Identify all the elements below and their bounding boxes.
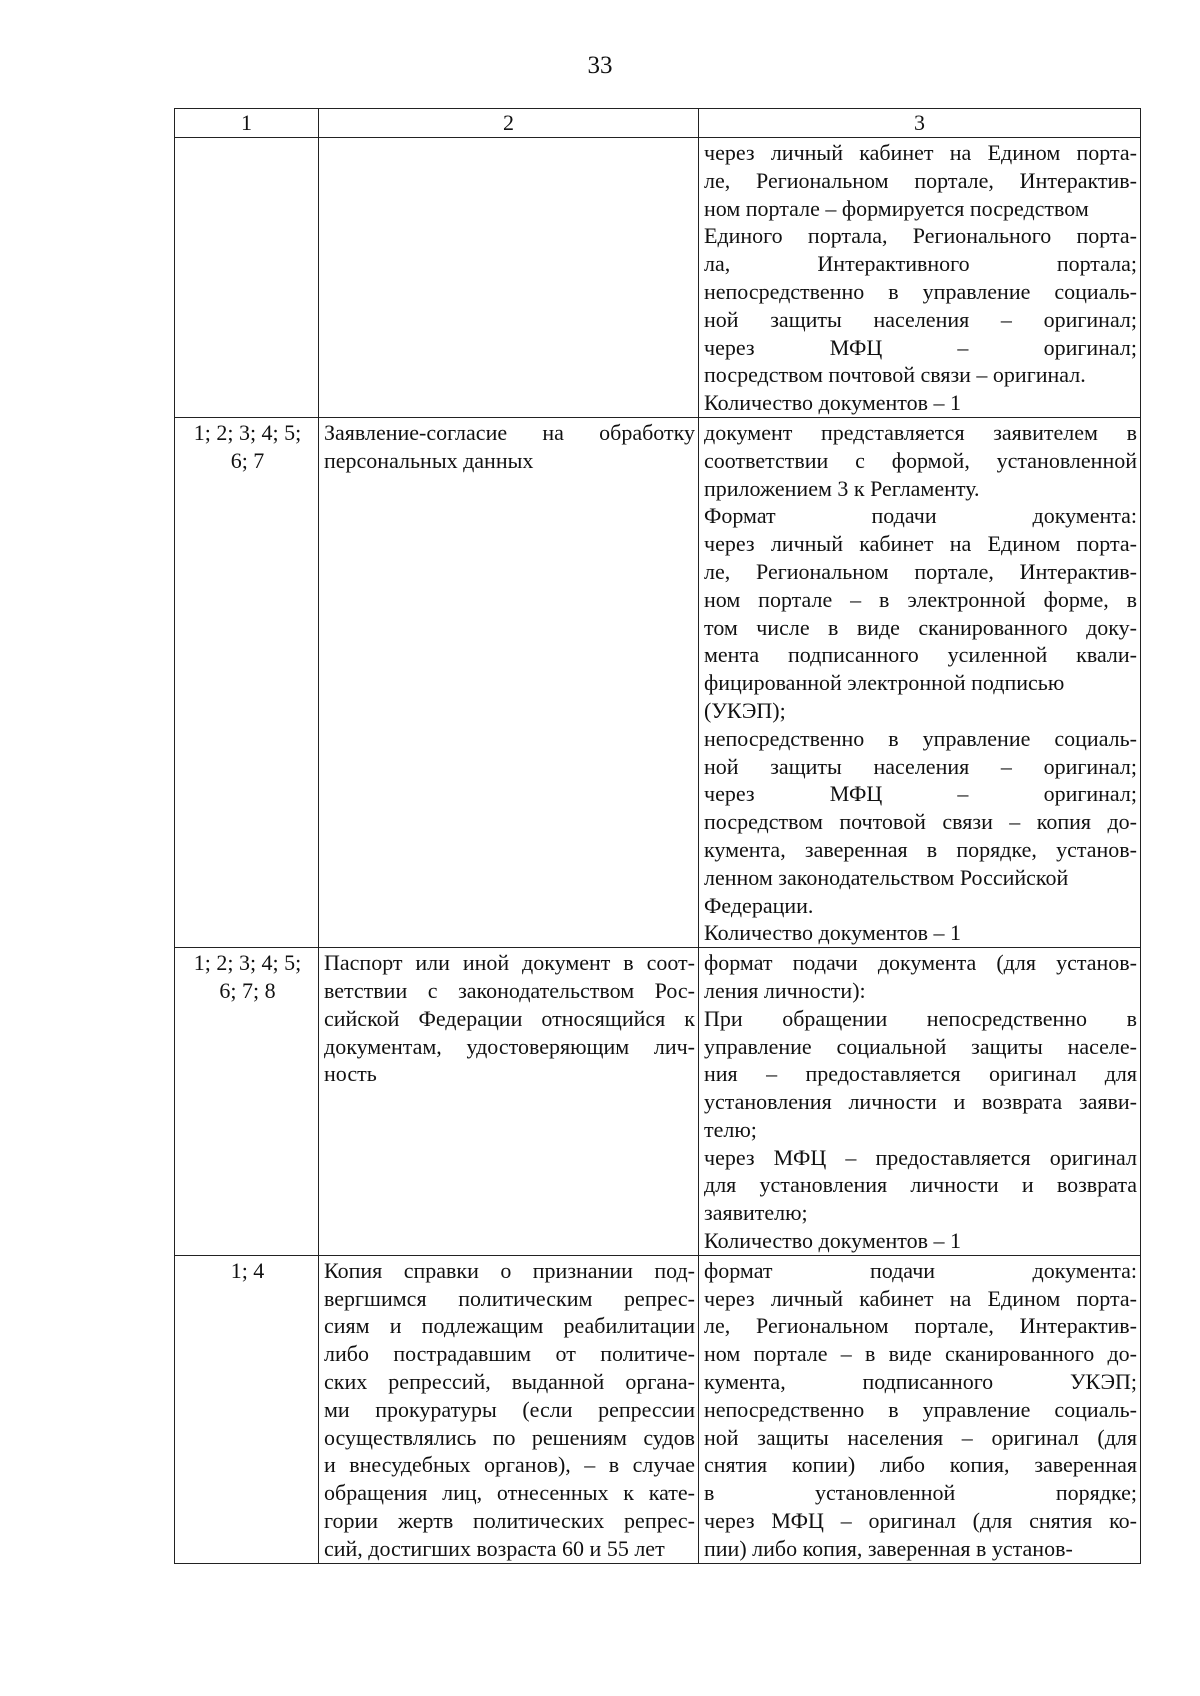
cell-line: документам, удостоверяющим лич- — [324, 1033, 695, 1059]
table-row — [175, 138, 1141, 418]
cell-line: 1; 2; 3; 4; 5; — [193, 419, 302, 445]
cell-line: 6; 7 — [230, 447, 265, 473]
cell-line: Количество документов – 1 — [704, 390, 961, 416]
cell-line: Заявление-согласие на обработку — [324, 419, 695, 445]
cell-line: кумента, заверенная в порядке, установ- — [704, 836, 1137, 862]
cell-line: заявителю; — [704, 1200, 808, 1226]
cell-line: непосредственно в управление социаль- — [704, 725, 1137, 751]
cell-line: ном портале – в виде сканированного до- — [704, 1341, 1137, 1367]
cell-line: непосредственно в управление социаль- — [704, 278, 1137, 304]
cell-line: ла, Интерактивного портала; — [704, 251, 1137, 277]
cell-line: персональных данных — [324, 447, 534, 473]
cell-line: Количество документов – 1 — [704, 1228, 961, 1254]
cell-line: обращения лиц, отнесенных к кате- — [324, 1480, 695, 1506]
document-name-cell — [319, 1255, 699, 1563]
cell-line: посредством почтовой связи – копия до- — [704, 809, 1137, 835]
cell-line: ленном законодательством Российской — [704, 864, 1069, 890]
submission-format-cell — [699, 1255, 1141, 1563]
cell-line: ния – предоставляется оригинал для — [704, 1061, 1137, 1087]
cell-line: документ представляется заявителем в — [704, 419, 1137, 445]
cell-line: и внесудебных органов), – в случае — [324, 1452, 695, 1478]
cell-line: Формат подачи документа: — [704, 503, 1137, 529]
cell-line: том числе в виде сканированного доку- — [704, 614, 1137, 640]
cell-line: ле, Региональном портале, Интерактив- — [704, 1313, 1137, 1339]
page-number: 33 — [587, 52, 613, 79]
table-row — [175, 948, 1141, 1256]
cell-line: через МФЦ – оригинал; — [704, 781, 1137, 807]
requisite-numbers-cell — [175, 948, 319, 1256]
header-col-1: 1 — [175, 109, 319, 138]
cell-line: соответствии с формой, установленной — [704, 447, 1137, 473]
cell-line: (УКЭП); — [704, 697, 786, 723]
cell-line: вергшимся политическим репрес- — [324, 1285, 695, 1311]
table-header-row — [175, 109, 1141, 138]
cell-line: через МФЦ – предоставляется оригинал — [704, 1144, 1137, 1170]
document-name-cell — [319, 138, 699, 418]
cell-line: для установления личности и возврата — [704, 1172, 1137, 1198]
submission-format-cell — [699, 138, 1141, 418]
cell-line: Паспорт или иной документ в соот- — [324, 950, 695, 976]
cell-line: Количество документов – 1 — [704, 920, 961, 946]
header-col-3: 3 — [699, 109, 1141, 138]
cell-line: ветствии с законодательством Рос- — [324, 977, 695, 1003]
cell-line: осуществлялись по решениям судов — [324, 1424, 695, 1450]
submission-format-cell — [699, 417, 1141, 947]
cell-line: сийской Федерации относящийся к — [324, 1005, 695, 1031]
document-name-cell — [319, 948, 699, 1256]
requisite-numbers-cell — [175, 1255, 319, 1563]
cell-line: ном портале – формируется посредством — [704, 195, 1089, 221]
cell-line: ном портале – в электронной форме, в — [704, 586, 1137, 612]
cell-line: ских репрессий, выданной органа- — [324, 1369, 695, 1395]
cell-line: формат подачи документа: — [704, 1257, 1137, 1283]
cell-line: фицированной электронной подписью — [704, 670, 1065, 696]
cell-line: ной защиты населения – оригинал; — [704, 306, 1137, 332]
cell-line: сий, достигших возраста 60 и 55 лет — [324, 1535, 665, 1561]
table-row — [175, 1255, 1141, 1563]
cell-line: мента подписанного усиленной квали- — [704, 642, 1137, 668]
cell-line: ле, Региональном портале, Интерактив- — [704, 167, 1137, 193]
cell-line: ми прокуратуры (если репрессии — [324, 1396, 695, 1422]
cell-line: в установленной порядке; — [704, 1480, 1137, 1506]
cell-line: формат подачи документа (для установ- — [704, 950, 1137, 976]
cell-line: через личный кабинет на Едином порта- — [704, 1285, 1137, 1311]
cell-line: через МФЦ – оригинал; — [704, 334, 1137, 360]
cell-line: посредством почтовой связи – оригинал. — [704, 362, 1086, 388]
submission-format-cell — [699, 948, 1141, 1256]
cell-line: управление социальной защиты населе- — [704, 1033, 1137, 1059]
cell-line: через личный кабинет на Едином порта- — [704, 140, 1137, 165]
cell-line: пии) либо копия, заверенная в установ- — [704, 1535, 1073, 1561]
cell-line: 1; 4 — [230, 1257, 265, 1283]
requisite-numbers-cell — [175, 417, 319, 947]
cell-line: приложением 3 к Регламенту. — [704, 475, 980, 501]
cell-line: 1; 2; 3; 4; 5; — [193, 950, 302, 976]
cell-line: через личный кабинет на Едином порта- — [704, 531, 1137, 557]
requisite-numbers-cell — [175, 138, 319, 418]
cell-line: Единого портала, Регионального порта- — [704, 223, 1137, 249]
cell-line: сиям и подлежащим реабилитации — [324, 1313, 695, 1339]
cell-line: ной защиты населения – оригинал (для — [704, 1424, 1137, 1450]
cell-line: ле, Региональном портале, Интерактив- — [704, 558, 1137, 584]
header-col-2: 2 — [319, 109, 699, 138]
cell-line: ность — [324, 1061, 377, 1087]
cell-line: либо пострадавшим от политиче- — [324, 1341, 695, 1367]
cell-line: установления личности и возврата заяви- — [704, 1089, 1137, 1115]
cell-line: гории жертв политических репрес- — [324, 1508, 695, 1534]
cell-line: через МФЦ – оригинал (для снятия ко- — [704, 1508, 1137, 1534]
cell-line: кумента, подписанного УКЭП; — [704, 1369, 1137, 1395]
document-name-cell — [319, 417, 699, 947]
cell-line: телю; — [704, 1116, 757, 1142]
cell-line: При обращении непосредственно в — [704, 1005, 1137, 1031]
documents-table — [174, 108, 1141, 1564]
table-row — [175, 417, 1141, 947]
cell-line: ления личности): — [704, 977, 866, 1003]
cell-line: 6; 7; 8 — [219, 977, 276, 1003]
cell-line: Копия справки о признании под- — [324, 1257, 695, 1283]
cell-line: ной защиты населения – оригинал; — [704, 753, 1137, 779]
cell-line: Федерации. — [704, 892, 814, 918]
cell-line: непосредственно в управление социаль- — [704, 1396, 1137, 1422]
cell-line: снятия копии) либо копия, заверенная — [704, 1452, 1137, 1478]
